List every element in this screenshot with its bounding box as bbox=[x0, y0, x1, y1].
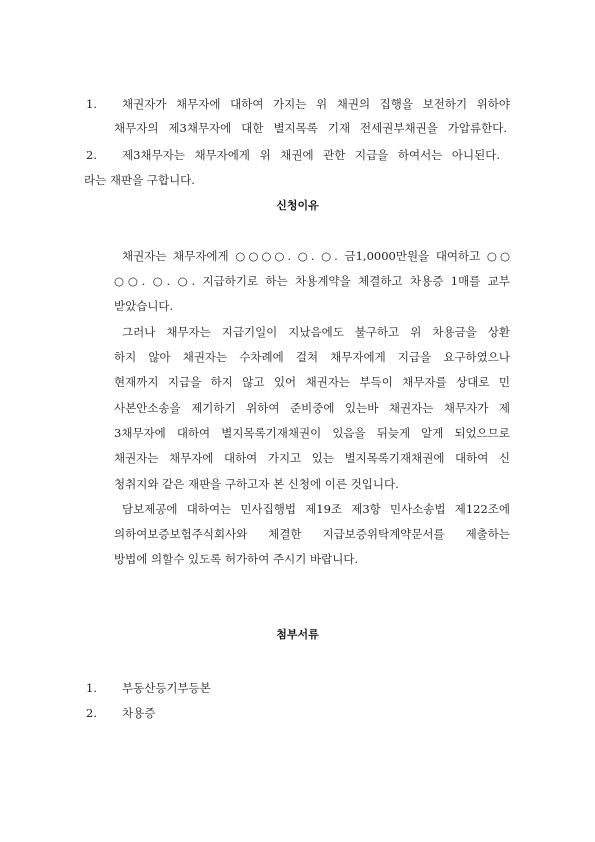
request-closing: 라는 재판을 구합니다. bbox=[84, 173, 195, 187]
attachment-item-2-number: 2. bbox=[86, 706, 97, 720]
request-item-1-line-1: 채권자가 채무자에 대하여 가지는 위 채권의 집행을 보전하기 위하야 bbox=[122, 97, 510, 111]
reasons-heading: 신청이유 bbox=[276, 199, 319, 212]
reasons-line-12: 의하여보증보험주식회사와 체결한 지급보증위탁계약문서를 제출하는 bbox=[114, 527, 510, 541]
reasons-line-4: 그러나 채무자는 지급기일이 지났음에도 불구하고 위 차용금을 상환 bbox=[122, 325, 510, 339]
reasons-line-6: 현재까지 지급을 하지 않고 있어 채권자는 부득이 채무자를 상대로 민 bbox=[114, 375, 510, 389]
attachment-item-2-label: 차용증 bbox=[122, 706, 156, 720]
reasons-line-10: 청취지와 같은 재판을 구하고자 본 신청에 이른 것입니다. bbox=[114, 477, 399, 491]
attachment-item-1-number: 1. bbox=[86, 681, 97, 695]
reasons-line-1: 채권자는 채무자에게 ○○○○. ○. ○. 금1,0000만원을 대여하고 ○○ bbox=[122, 249, 510, 263]
request-item-2-line-1: 제3채무자는 채무자에게 위 채권에 관한 지급을 하여서는 아니된다. bbox=[122, 148, 500, 162]
reasons-line-8: 3채무자에 대하여 별지목록기재채권이 있음을 뒤늦게 알게 되었으므로 bbox=[114, 426, 510, 440]
reasons-line-7: 사본안소송을 제기하기 위하여 준비중에 있는바 채권자는 채무자가 제 bbox=[114, 401, 510, 415]
reasons-line-2: ○○. ○. ○. 지급하기로 하는 차용계약을 체결하고 차용증 1매를 교부 bbox=[114, 274, 510, 288]
request-item-1-line-2: 채무자의 제3채무자에 대한 별지목록 기재 전세권부채권을 가압류한다. bbox=[114, 121, 507, 135]
reasons-line-9: 채권자는 채무자에 대하여 가지고 있는 별지목록기재채권에 대하여 신 bbox=[114, 451, 510, 465]
reasons-line-13: 방법에 의할수 있도록 허가하여 주시기 바랍니다. bbox=[114, 552, 359, 566]
attachments-heading: 첨부서류 bbox=[276, 628, 319, 641]
reasons-line-5: 하지 않아 채권자는 수차례에 걸쳐 채무자에게 지급을 요구하였으나 bbox=[114, 350, 510, 364]
request-item-2-number: 2. bbox=[86, 148, 97, 162]
attachment-item-1-label: 부동산등기부등본 bbox=[122, 681, 211, 695]
request-item-1-number: 1. bbox=[86, 97, 97, 111]
reasons-line-3: 받았습니다. bbox=[114, 299, 174, 313]
reasons-line-11: 담보제공에 대하여는 민사집행법 제19조 제3항 민사소송법 제122조에 bbox=[122, 502, 510, 516]
